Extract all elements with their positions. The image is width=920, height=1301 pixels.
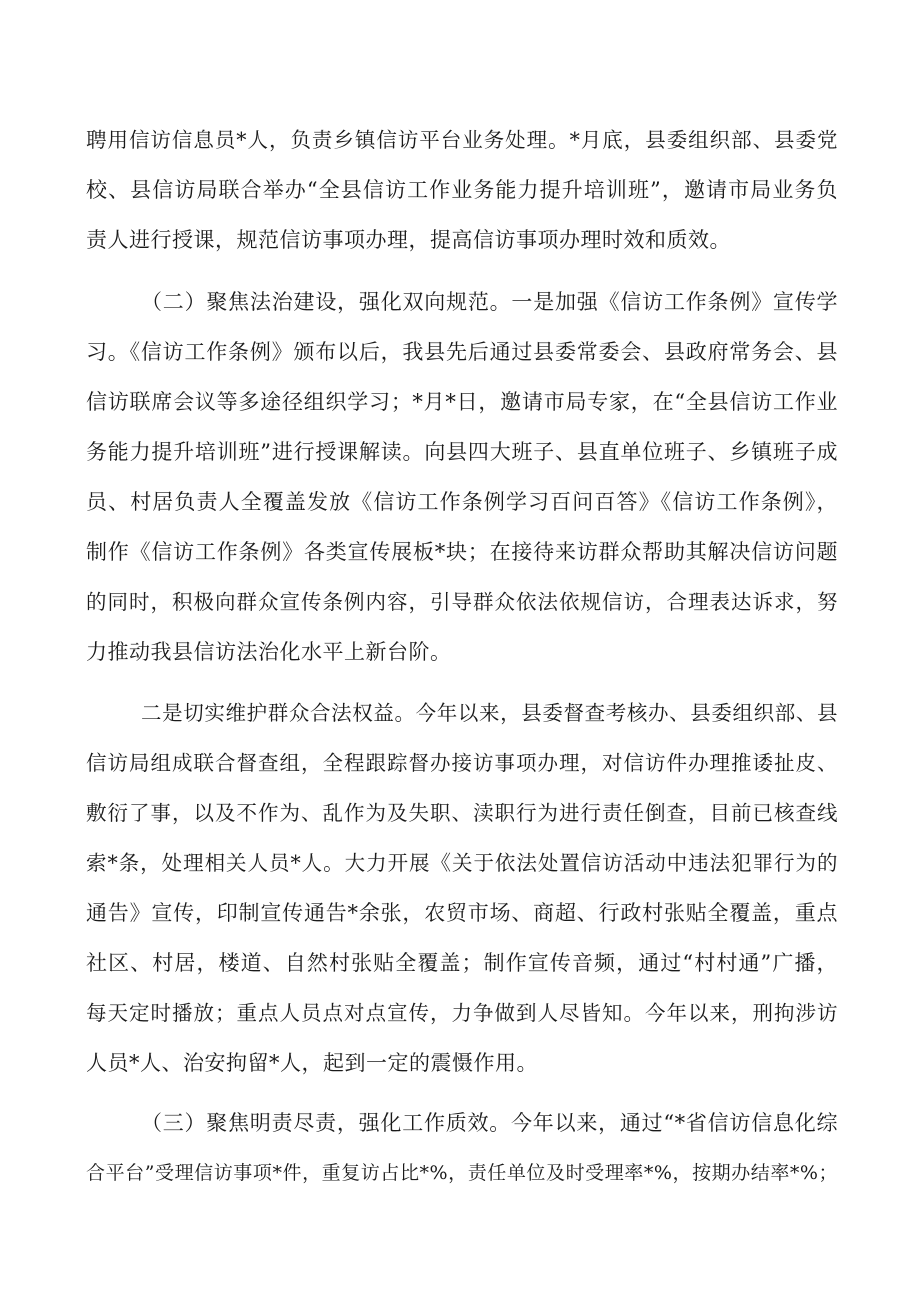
- paragraph-line: 二是切实维护群众合法权益。今年以来，县委督查考核办、县委组织部、县: [141, 701, 838, 725]
- paragraph-line: 索*条，处理相关人员*人。大力开展《关于依法处置信访活动中违法犯罪行为的: [86, 851, 838, 875]
- paragraph-line: 敷衍了事，以及不作为、乱作为及失职、渎职行为进行责任倒查，目前已核查线: [86, 801, 838, 825]
- paragraph-line: 人员*人、治安拘留*人，起到一定的震慑作用。: [86, 1051, 538, 1075]
- paragraph-line: 校、县信访局联合举办“全县信访工作业务能力提升培训班”，邀请市局业务负: [86, 178, 838, 202]
- paragraph-line: 每天定时播放；重点人员点对点宣传，力争做到人尽皆知。今年以来，刑拘涉访: [86, 1001, 838, 1025]
- paragraph-line: 信访联席会议等多途径组织学习；*月*日，邀请市局专家，在“全县信访工作业: [86, 390, 838, 414]
- paragraph-line: 责人进行授课，规范信访事项办理，提高信访事项办理时效和质效。: [86, 228, 731, 252]
- paragraph-line: 聘用信访信息员*人，负责乡镇信访平台业务处理。*月底，县委组织部、县委党: [86, 128, 838, 152]
- paragraph-line: 信访局组成联合督查组，全程跟踪督办接访事项办理，对信访件办理推诿扯皮、: [86, 751, 838, 775]
- paragraph-line: 的同时，积极向群众宣传条例内容，引导群众依法依规信访，合理表达诉求，努: [86, 590, 838, 614]
- paragraph-line: 合平台”受理信访事项*件，重复访占比*%，责任单位及时受理率*%，按期办结率*%；: [86, 1162, 838, 1184]
- paragraph-line: （二）聚焦法治建设，强化双向规范。一是加强《信访工作条例》宣传学: [141, 290, 838, 314]
- paragraph-line: 务能力提升培训班”进行授课解读。向县四大班子、县直单位班子、乡镇班子成: [86, 440, 838, 464]
- paragraph-line: 力推动我县信访法治化水平上新台阶。: [86, 640, 452, 664]
- paragraph-line: 员、村居负责人全覆盖发放《信访工作条例学习百问百答》《信访工作条例》，: [86, 490, 838, 514]
- paragraph-line: 社区、村居，楼道、自然村张贴全覆盖；制作宣传音频，通过“村村通”广播，: [86, 951, 838, 975]
- paragraph-line: 习。《信访工作条例》颁布以后，我县先后通过县委常委会、县政府常务会、县: [86, 340, 838, 364]
- paragraph-line: 通告》宣传，印制宣传通告*余张，农贸市场、商超、行政村张贴全覆盖，重点: [86, 901, 838, 925]
- paragraph-line: （三）聚焦明责尽责，强化工作质效。今年以来，通过“*省信访信息化综: [141, 1111, 838, 1135]
- paragraph-line: 制作《信访工作条例》各类宣传展板*块；在接待来访群众帮助其解决信访问题: [86, 540, 838, 564]
